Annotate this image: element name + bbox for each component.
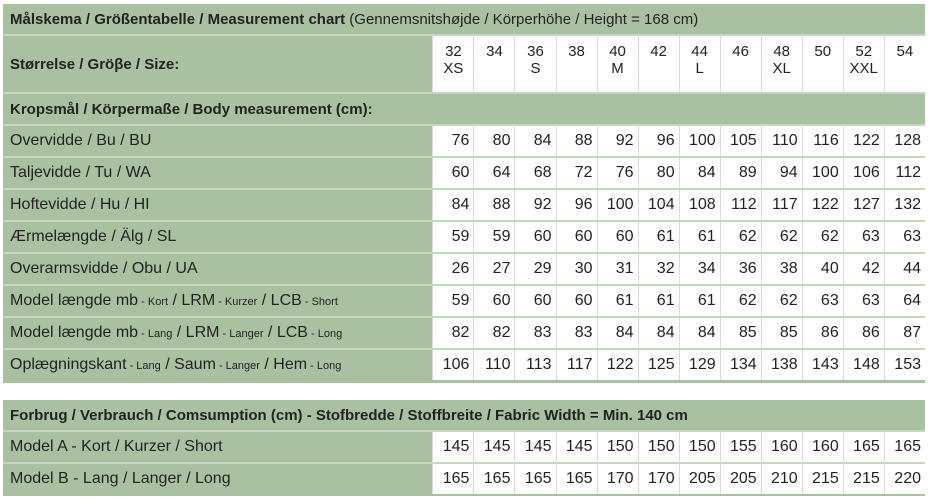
value-cell: 128 — [884, 124, 925, 156]
row-label-part: Hoftevidde / Hu / HI — [10, 196, 150, 213]
value-cell: 165 — [514, 462, 555, 494]
value-cell: 83 — [514, 316, 555, 348]
row-label-part: - Kurzer — [215, 296, 258, 308]
value-cell: 44 — [884, 252, 925, 284]
row-label — [3, 156, 432, 188]
size-number: 48 — [773, 43, 791, 60]
value-cell: 60 — [514, 220, 555, 252]
value-cell: 143 — [802, 348, 843, 380]
table-row — [3, 124, 925, 156]
value-cell: 100 — [597, 188, 638, 220]
size-letter: XL — [772, 60, 791, 77]
size-row-label: Størrelse / Gröβe / Size: — [3, 34, 432, 92]
value-cell: 165 — [556, 462, 597, 494]
row-label: Model A - Kort / Kurzer / Short — [3, 430, 432, 462]
value-cell: 112 — [884, 156, 925, 188]
value-cell: 82 — [432, 316, 473, 348]
row-label — [3, 284, 432, 316]
value-cell: 84 — [597, 316, 638, 348]
size-number: 50 — [814, 43, 832, 60]
table-row — [3, 188, 925, 220]
value-cell: 38 — [761, 252, 802, 284]
value-cell: 165 — [432, 462, 473, 494]
size-number: 38 — [568, 43, 585, 60]
row-label-part: / LRM — [168, 292, 216, 309]
value-cell: 84 — [514, 124, 555, 156]
size-cell — [473, 34, 514, 92]
value-cell: 150 — [597, 430, 638, 462]
value-cell: 96 — [638, 124, 679, 156]
size-number: 40 — [609, 43, 626, 60]
value-cell: 36 — [720, 252, 761, 284]
size-number: 46 — [732, 43, 749, 60]
value-cell: 62 — [802, 220, 843, 252]
size-cell — [679, 34, 720, 92]
value-cell: 170 — [597, 462, 638, 494]
value-cell: 92 — [514, 188, 555, 220]
value-cell: 87 — [884, 316, 925, 348]
row-label — [3, 316, 432, 348]
value-cell: 84 — [679, 316, 720, 348]
value-cell: 153 — [884, 348, 925, 380]
value-cell: 112 — [720, 188, 761, 220]
row-label-part: Model længde mb — [10, 324, 139, 341]
value-cell: 86 — [843, 316, 884, 348]
value-cell: 63 — [884, 220, 925, 252]
value-cell: 42 — [843, 252, 884, 284]
table-row — [3, 348, 925, 380]
row-label-part: / Saum — [160, 356, 216, 373]
value-cell: 60 — [556, 220, 597, 252]
value-cell: 165 — [884, 430, 925, 462]
size-cell — [597, 34, 638, 92]
value-cell: 205 — [679, 462, 720, 494]
value-cell: 61 — [679, 284, 720, 316]
size-cell — [802, 34, 843, 92]
row-label-part: - Kort — [138, 296, 169, 308]
row-label — [3, 124, 432, 156]
row-label — [3, 220, 432, 252]
value-cell: 86 — [802, 316, 843, 348]
value-cell: 80 — [473, 124, 514, 156]
size-number: 42 — [650, 43, 667, 60]
size-number: 52 — [855, 43, 873, 60]
value-cell: 170 — [638, 462, 679, 494]
size-letter: S — [530, 60, 541, 77]
row-label-part: Taljevidde / Tu / WA — [10, 164, 151, 181]
size-number: 44 — [691, 43, 708, 60]
row-label-part: - Short — [301, 296, 338, 308]
value-cell: 113 — [514, 348, 555, 380]
value-cell: 160 — [761, 430, 802, 462]
value-cell: 106 — [843, 156, 884, 188]
size-number: 34 — [486, 43, 503, 60]
value-cell: 62 — [720, 220, 761, 252]
value-cell: 165 — [843, 430, 884, 462]
size-number: 32 — [445, 43, 462, 60]
value-cell: 59 — [473, 220, 514, 252]
size-letter: M — [611, 60, 624, 77]
value-cell: 89 — [720, 156, 761, 188]
table-row — [3, 462, 925, 494]
value-cell: 92 — [597, 124, 638, 156]
value-cell: 105 — [720, 124, 761, 156]
value-cell: 88 — [473, 188, 514, 220]
value-cell: 30 — [556, 252, 597, 284]
value-cell: 62 — [761, 284, 802, 316]
value-cell: 64 — [884, 284, 925, 316]
size-cell — [638, 34, 679, 92]
title-bold: Målskema / Größentabelle / Measurement chart — [10, 10, 346, 28]
size-cell — [514, 34, 555, 92]
value-cell: 129 — [679, 348, 720, 380]
title-height-note: (Gennemsnitshøjde / Körperhöhe / Height = 168 cm) — [345, 10, 699, 28]
value-cell: 215 — [802, 462, 843, 494]
row-label-part: Overvidde / Bu / BU — [10, 132, 152, 149]
value-cell: 63 — [843, 284, 884, 316]
value-cell: 85 — [761, 316, 802, 348]
value-cell: 84 — [432, 188, 473, 220]
value-cell: 134 — [720, 348, 761, 380]
body-measurement-heading: Kropsmål / Körpermaße / Body measurement (cm): — [3, 92, 925, 124]
value-cell: 60 — [432, 156, 473, 188]
size-cell — [720, 34, 761, 92]
value-cell: 60 — [514, 284, 555, 316]
consumption-chart — [3, 400, 925, 496]
table-row — [3, 430, 925, 462]
value-cell: 31 — [597, 252, 638, 284]
row-label-part: - Lang — [126, 360, 161, 372]
size-cell — [432, 34, 473, 92]
value-cell: 132 — [884, 188, 925, 220]
row-label: Model B - Lang / Langer / Long — [3, 462, 432, 494]
value-cell: 72 — [556, 156, 597, 188]
measurement-chart — [3, 4, 925, 383]
value-cell: 61 — [597, 284, 638, 316]
value-cell: 61 — [679, 220, 720, 252]
value-cell: 60 — [473, 284, 514, 316]
size-letter: L — [695, 60, 704, 77]
value-cell: 83 — [556, 316, 597, 348]
value-cell: 150 — [679, 430, 720, 462]
size-letter: XXL — [849, 60, 878, 77]
value-cell: 59 — [432, 284, 473, 316]
row-label-part: / Hem — [259, 356, 308, 373]
value-cell: 110 — [761, 124, 802, 156]
value-cell: 155 — [720, 430, 761, 462]
value-cell: 117 — [556, 348, 597, 380]
row-label-part: Ærmelængde / Älg / SL — [10, 228, 177, 245]
value-cell: 210 — [761, 462, 802, 494]
size-number: 36 — [527, 43, 544, 60]
row-label-part: / LCB — [257, 292, 302, 309]
value-cell: 125 — [638, 348, 679, 380]
row-label-part: Oplægningskant — [10, 356, 127, 373]
value-cell: 160 — [802, 430, 843, 462]
value-cell: 26 — [432, 252, 473, 284]
value-cell: 84 — [679, 156, 720, 188]
size-number: 54 — [896, 43, 914, 60]
consumption-chart-title: Forbrug / Verbrauch / Comsumption (cm) - Stofbredde / Stoffbreite / Fabric Width = Min. 140 cm — [10, 406, 688, 424]
value-cell: 27 — [473, 252, 514, 284]
value-cell: 60 — [556, 284, 597, 316]
value-cell: 60 — [597, 220, 638, 252]
value-cell: 122 — [802, 188, 843, 220]
value-cell: 122 — [843, 124, 884, 156]
row-label-part: Overarmsvidde / Obu / UA — [10, 260, 198, 277]
value-cell: 84 — [638, 316, 679, 348]
table-row — [3, 220, 925, 252]
value-cell: 34 — [679, 252, 720, 284]
value-cell: 62 — [761, 220, 802, 252]
value-cell: 108 — [679, 188, 720, 220]
row-label-part: - Long — [307, 360, 342, 372]
row-label-part: / LRM — [172, 324, 220, 341]
value-cell: 150 — [638, 430, 679, 462]
value-cell: 145 — [556, 430, 597, 462]
value-cell: 63 — [843, 220, 884, 252]
value-cell: 29 — [514, 252, 555, 284]
value-cell: 88 — [556, 124, 597, 156]
row-label-part: - Langer — [219, 328, 264, 340]
value-cell: 165 — [473, 462, 514, 494]
value-cell: 61 — [638, 220, 679, 252]
value-cell: 40 — [802, 252, 843, 284]
table-row — [3, 156, 925, 188]
value-cell: 104 — [638, 188, 679, 220]
size-cell — [884, 34, 925, 92]
row-label-part: - Langer — [215, 360, 260, 372]
value-cell: 205 — [720, 462, 761, 494]
value-cell: 220 — [884, 462, 925, 494]
value-cell: 127 — [843, 188, 884, 220]
row-label-part: - Long — [307, 328, 343, 340]
value-cell: 122 — [597, 348, 638, 380]
value-cell: 85 — [720, 316, 761, 348]
table-row — [3, 252, 925, 284]
row-label — [3, 348, 432, 380]
row-label-part: Model længde mb — [10, 292, 139, 309]
value-cell: 145 — [473, 430, 514, 462]
size-cell — [761, 34, 802, 92]
row-label — [3, 252, 432, 284]
value-cell: 63 — [802, 284, 843, 316]
value-cell: 32 — [638, 252, 679, 284]
size-cell — [556, 34, 597, 92]
row-label — [3, 188, 432, 220]
value-cell: 145 — [514, 430, 555, 462]
size-cell — [843, 34, 884, 92]
value-cell: 64 — [473, 156, 514, 188]
value-cell: 62 — [720, 284, 761, 316]
value-cell: 61 — [638, 284, 679, 316]
value-cell: 76 — [597, 156, 638, 188]
size-letter: XS — [443, 60, 464, 77]
row-label-part: - Lang — [138, 328, 173, 340]
value-cell: 82 — [473, 316, 514, 348]
value-cell: 100 — [679, 124, 720, 156]
value-cell: 106 — [432, 348, 473, 380]
value-cell: 76 — [432, 124, 473, 156]
value-cell: 116 — [802, 124, 843, 156]
value-cell: 68 — [514, 156, 555, 188]
value-cell: 110 — [473, 348, 514, 380]
value-cell: 215 — [843, 462, 884, 494]
table-row — [3, 316, 925, 348]
value-cell: 94 — [761, 156, 802, 188]
value-cell: 117 — [761, 188, 802, 220]
table-row — [3, 284, 925, 316]
value-cell: 148 — [843, 348, 884, 380]
value-cell: 80 — [638, 156, 679, 188]
value-cell: 96 — [556, 188, 597, 220]
row-label-part: / LCB — [263, 324, 308, 341]
value-cell: 100 — [802, 156, 843, 188]
value-cell: 59 — [432, 220, 473, 252]
value-cell: 145 — [432, 430, 473, 462]
value-cell: 138 — [761, 348, 802, 380]
measurement-chart-title — [3, 4, 925, 34]
